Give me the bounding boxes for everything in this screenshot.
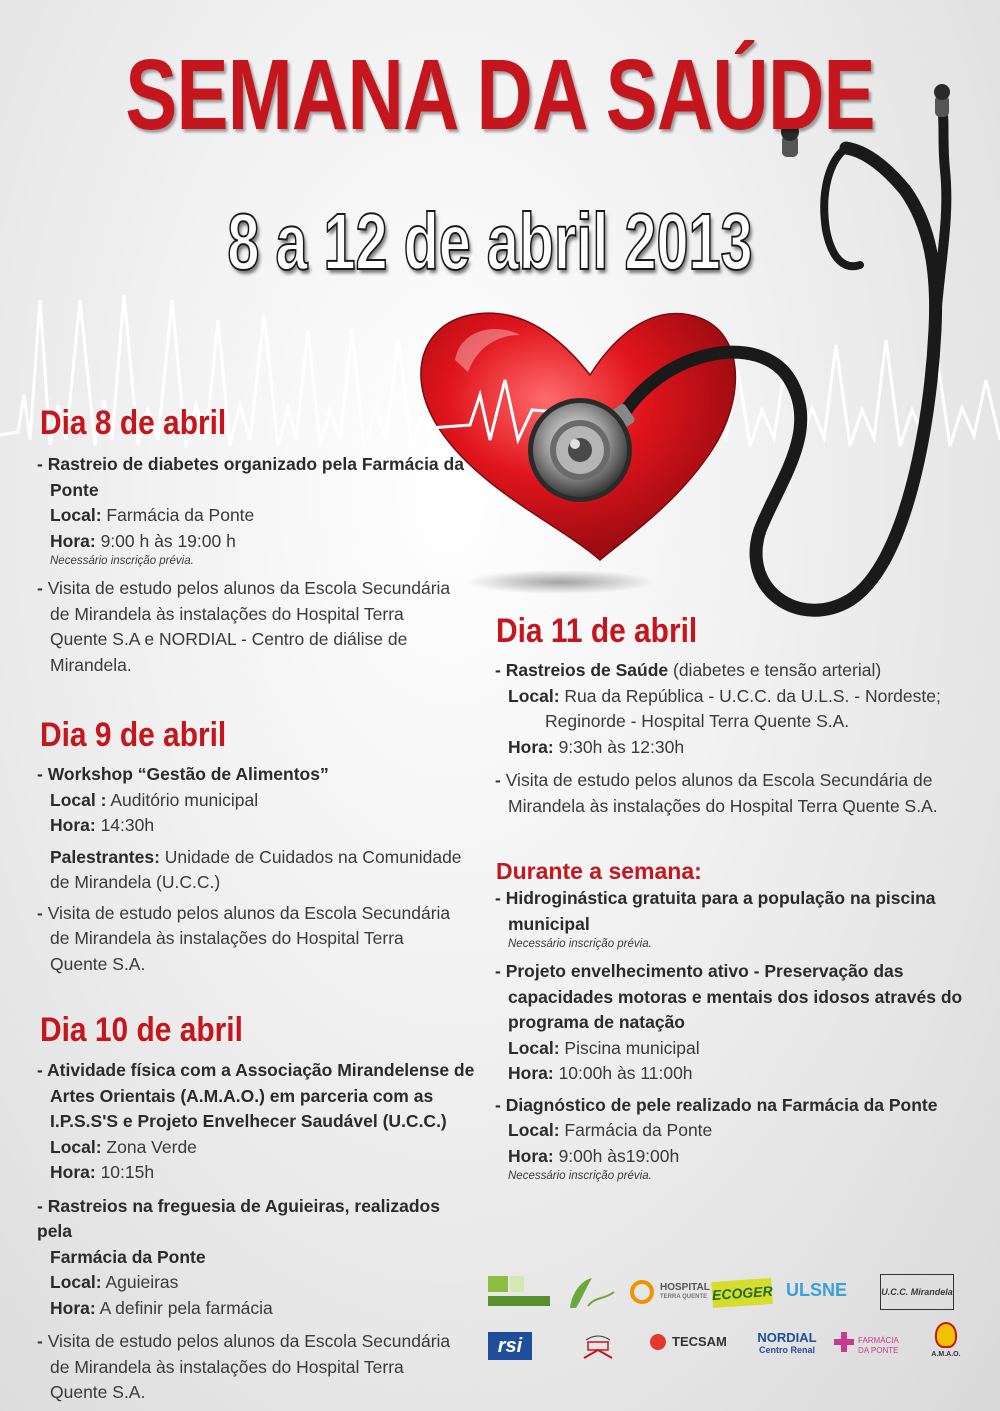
day8-note: Necessário inscrição prévia. [50, 555, 194, 567]
day11-heading: Dia 11 de abril [496, 612, 698, 650]
logo-municipio [488, 1276, 550, 1308]
day10-local2-value: Aguieiras [105, 1272, 179, 1292]
logo-ecoger: ECOGER [711, 1278, 773, 1308]
day8-item2-line: Mirandela. [50, 654, 132, 675]
semana-item1-line: municipal [508, 913, 590, 934]
day10-item1-line: Atividade física com a Associação Mirandelense de [47, 1060, 475, 1080]
logo-farmacia-text: FARMÁCIA [858, 1336, 899, 1345]
day11-item1-bold: Rastreios de Saúde [505, 660, 669, 680]
day9-item2-line: de Mirandela às instalações do Hospital Terra [50, 928, 404, 948]
logo-hospital [630, 1278, 720, 1308]
day8-item2-line: Quente S.A e NORDIAL - Centro de diálise de [50, 629, 408, 649]
list-item: - Visita de estudo pelos alunos da Escola Secundária de Mirandela às instalações do Hospital Terra Quente S.A e NORDIAL - Centro de diálise de Mirandela. [37, 576, 467, 678]
day9-local-label: Local : [50, 789, 107, 810]
list-item: - Hidroginástica gratuita para a população na piscina municipal Necessário inscrição prévia. [495, 886, 965, 951]
semana-heading: Durante a semana: [496, 858, 702, 884]
day8-heading: Dia 8 de abril [40, 404, 227, 442]
day10-local2-label: Local: [50, 1272, 102, 1292]
semana-hora2-label: Hora: [508, 1063, 554, 1083]
day8-item2-line: Visita de estudo pelos alunos da Escola Secundária [47, 578, 451, 598]
semana-local2-label: Local: [508, 1037, 560, 1058]
logo-hospital-sub: TERRA QUENTE [660, 1294, 708, 1300]
semana-hora3-value: 9:00h às19:00h [558, 1145, 680, 1166]
day9-heading: Dia 9 de abril [40, 716, 227, 754]
day9-palestrantes-value2: de Mirandela (U.C.C.) [50, 872, 221, 892]
day11-item2-line: Mirandela às instalações do Hospital Terra Quente S.A. [508, 795, 938, 816]
logo-amao [926, 1322, 966, 1370]
list-item: - Rastreio de diabetes organizado pela Farmácia da Ponte Local: Farmácia da Ponte Hora: 9:00 h às 19:00 h Necessário inscrição prévia. [37, 452, 467, 568]
logo-farmacia [834, 1330, 906, 1364]
day11-local-value: Rua da República - U.C.C. da U.L.S. - Nordeste; [564, 685, 941, 706]
logo-leaf [562, 1272, 622, 1312]
list-item: - Projeto envelhecimento ativo - Preservação das capacidades motoras e mentais dos idosos através do programa de natação Local: Piscina municipal Hora: 10:00h às 11:00h [495, 961, 963, 1083]
day9-palestrantes-value: Unidade de Cuidados na Comunidade [164, 846, 462, 867]
day10-item2-line: Farmácia da Ponte [50, 1246, 206, 1267]
day10-item3-line: de Mirandela às instalações do Hospital Terra [50, 1356, 404, 1377]
day10-item3-line: Visita de estudo pelos alunos da Escola Secundária [47, 1331, 451, 1351]
semana-item2-line: programa de natação [508, 1012, 685, 1032]
logo-escola [574, 1328, 622, 1364]
semana-item1-line: Hidroginástica gratuita para a população na piscina [505, 888, 936, 908]
day8-item1-text2: Ponte [50, 479, 99, 500]
logo-tecsam [650, 1332, 734, 1362]
semana-section [495, 886, 965, 1183]
day11-item1-rest: (diabetes e tensão arterial) [673, 660, 882, 680]
list-item: - Rastreios de Saúde (diabetes e tensão arterial) Local: Rua da República - U.C.C. da U.L.S. - Nordeste; Reginorde - Hospital Terra Quente S.A. Hora: 9:30h às 12:30h [495, 658, 965, 760]
logo-rsi: rsi [488, 1332, 532, 1360]
list-item: - Diagnóstico de pele realizado na Farmácia da Ponte Local: Farmácia da Ponte Hora: 9:00h às19:00h Necessário inscrição prévia. [495, 1093, 965, 1184]
semana-item2-line: Projeto envelhecimento ativo - Preservação das [505, 961, 904, 981]
list-item: - Visita de estudo pelos alunos da Escola Secundária de Mirandela às instalações do Hospital Terra Quente S.A. [495, 768, 965, 819]
list-item: - Workshop “Gestão de Alimentos” Local : Auditório municipal Hora: 14:30h Palestrantes: Unidade de Cuidados na Comunidade de Mirandela (U.C.C.) [37, 762, 467, 896]
day8-item2-line: de Mirandela às instalações do Hospital Terra [50, 603, 404, 624]
day9-palestrantes-label: Palestrantes: [50, 846, 160, 867]
day11-item2-line: Visita de estudo pelos alunos da Escola Secundária de [505, 770, 933, 790]
logo-ulsne: ULSNE [786, 1280, 848, 1300]
semana-local2-value: Piscina municipal [564, 1037, 700, 1058]
day8-section [37, 452, 467, 678]
day8-local-value: Farmácia da Ponte [106, 505, 255, 525]
logo-nordial-sub: Centro Renal [758, 1345, 815, 1355]
list-item: - Visita de estudo pelos alunos da Escola Secundária de Mirandela às instalações do Hospital Terra Quente S.A. [37, 901, 467, 978]
logo-ucc: U.C.C. Mirandela [880, 1274, 954, 1310]
semana-hora2-value: 10:00h às 11:00h [558, 1063, 693, 1083]
event-dates: 8 a 12 de abril 2013 [227, 197, 753, 286]
day10-item3-line: Quente S.A. [50, 1382, 146, 1402]
day11-hora-value: 9:30h às 12:30h [558, 736, 685, 757]
semana-local3-value: Farmácia da Ponte [564, 1120, 713, 1140]
day10-local1-label: Local: [50, 1136, 102, 1157]
day9-section [37, 762, 467, 977]
logo-nordial [752, 1330, 822, 1360]
day11-local-value2: Reginorde - Hospital Terra Quente S.A. [545, 711, 850, 731]
day8-hora-label: Hora: [50, 530, 96, 551]
logo-amao-text: A.M.A.O. [931, 1351, 961, 1358]
day10-section [37, 1058, 477, 1406]
day10-hora1-label: Hora: [50, 1162, 96, 1182]
logo-farmacia-sub: DA PONTE [858, 1346, 899, 1355]
stethoscope-icon [528, 398, 632, 502]
logo-hospital-text: HOSPITAL [660, 1282, 710, 1293]
day8-item1-text: Rastreio de diabetes organizado pela Farmácia da [47, 454, 464, 474]
day9-item2-line: Visita de estudo pelos alunos da Escola Secundária [47, 902, 451, 923]
semana-item3-note: Necessário inscrição prévia. [508, 1170, 652, 1182]
list-item: - Atividade física com a Associação Mirandelense de Artes Orientais (A.M.A.O.) em parceria com as I.P.S.S'S e Projeto Envelhecer Saudável (U.C.C.) Local: Zona Verde Hora: 10:15h [37, 1060, 475, 1182]
day10-heading: Dia 10 de abril [40, 1011, 243, 1049]
day10-item2-line: Rastreios na freguesia de Aguieiras, realizados pela [37, 1195, 440, 1241]
semana-item2-line: capacidades motoras e mentais dos idosos através do [508, 986, 963, 1007]
semana-item1-note: Necessário inscrição prévia. [508, 938, 652, 950]
semana-local3-label: Local: [508, 1120, 560, 1140]
day11-local-label: Local: [508, 685, 560, 706]
logo-tecsam-text: TECSAM [672, 1334, 727, 1349]
day9-item2-line: Quente S.A. [50, 953, 146, 974]
list-item: - Visita de estudo pelos alunos da Escola Secundária de Mirandela às instalações do Hospital Terra Quente S.A. [37, 1329, 477, 1406]
day9-local-value: Auditório municipal [110, 789, 259, 810]
day8-hora-value: 9:00 h às 19:00 h [100, 530, 236, 551]
day11-section [495, 658, 965, 819]
day9-hora-label: Hora: [50, 815, 96, 835]
logo-nordial-text: NORDIAL [757, 1330, 817, 1345]
sponsor-logos [482, 1268, 992, 1378]
day10-item1-line: I.P.S.S'S e Projeto Envelhecer Saudável (U.C.C.) [50, 1111, 447, 1131]
day10-hora1-value: 10:15h [100, 1162, 155, 1182]
day11-hora-label: Hora: [508, 736, 554, 757]
stethoscope-tube-branch [935, 110, 946, 330]
day8-local-label: Local: [50, 505, 102, 525]
day10-item1-line: Artes Orientais (A.M.A.O.) em parceria com as [50, 1085, 434, 1106]
semana-item3-line: Diagnóstico de pele realizado na Farmácia da Ponte [505, 1094, 938, 1115]
day10-hora2-label: Hora: [50, 1297, 96, 1318]
day9-item1-text: Workshop “Gestão de Alimentos” [47, 764, 329, 784]
day9-hora-value: 14:30h [100, 815, 155, 835]
list-item: - Rastreios na freguesia de Aguieiras, realizados pela Farmácia da Ponte Local: Aguieiras Hora: A definir pela farmácia [37, 1195, 440, 1318]
heart-shadow [465, 570, 655, 594]
day10-hora2-value: A definir pela farmácia [99, 1297, 273, 1318]
page-title: SEMANA DA SAÚDE [125, 39, 875, 151]
semana-hora3-label: Hora: [508, 1145, 554, 1166]
day10-local1-value: Zona Verde [106, 1136, 197, 1157]
